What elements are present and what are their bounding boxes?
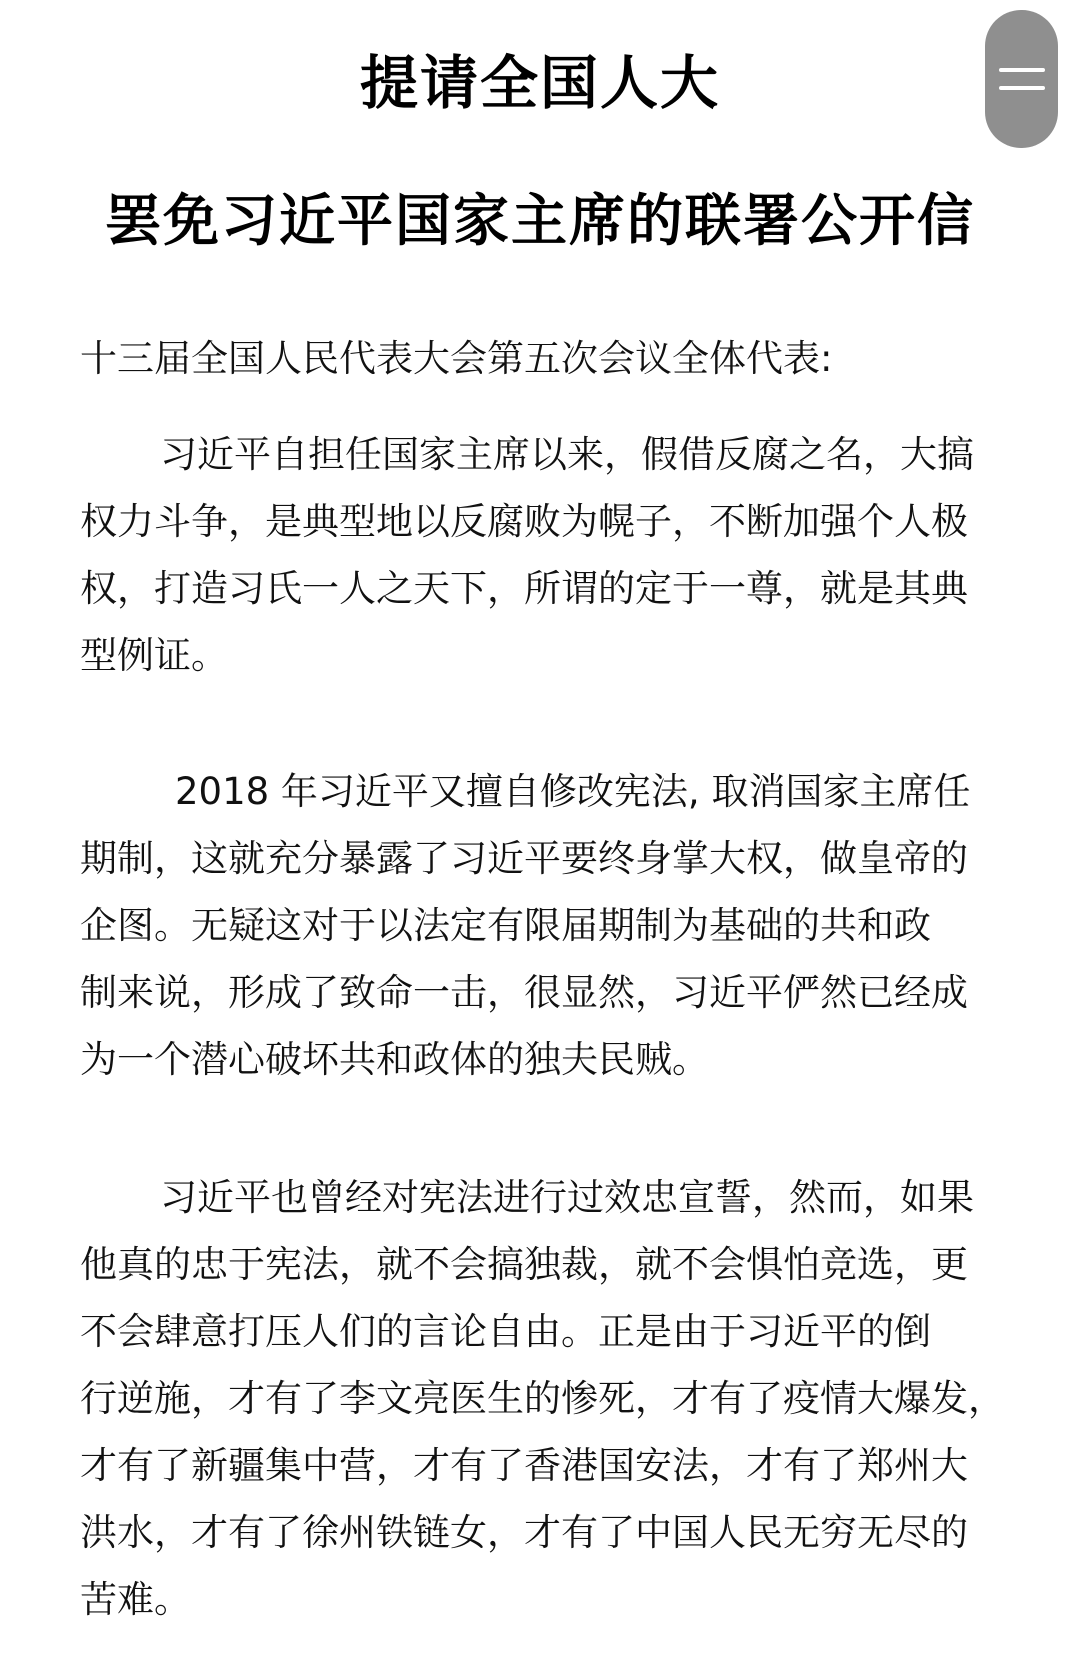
paragraph-line: 才有了新疆集中营，才有了香港国安法，才有了郑州大 bbox=[80, 1444, 968, 1487]
page-title-line-2: 罢免习近平国家主席的联署公开信 bbox=[105, 189, 975, 254]
paragraph-line: 洪水，才有了徐州铁链女，才有了中国人民无穷无尽的 bbox=[80, 1511, 968, 1554]
paragraph-line: 习近平自担任国家主席以来，假借反腐之名，大搞 bbox=[160, 433, 974, 476]
paragraph-line: 他真的忠于宪法，就不会搞独裁，就不会惧怕竞选，更 bbox=[80, 1243, 968, 1286]
page-title-line-1: 提请全国人大 bbox=[359, 49, 720, 117]
paragraph-line: 为一个潜心破坏共和政体的独夫民贼。 bbox=[80, 1038, 709, 1081]
paragraph-line: 制来说，形成了致命一击，很显然，习近平俨然已经成 bbox=[80, 971, 968, 1014]
paragraph-line: 苦难。 bbox=[80, 1578, 191, 1621]
salutation: 十三届全国人民代表大会第五次会议全体代表: bbox=[80, 337, 833, 380]
paragraph-line: 期制，这就充分暴露了习近平要终身掌大权，做皇帝的 bbox=[80, 837, 968, 880]
paragraph-line: 权力斗争，是典型地以反腐败为幌子，不断加强个人极 bbox=[80, 500, 968, 543]
paragraph-line: 2018 年习近平又擅自修改宪法, 取消国家主席任 bbox=[175, 770, 971, 813]
paragraph-line: 企图。无疑这对于以法定有限届期制为基础的共和政 bbox=[80, 904, 931, 947]
paragraph-line: 习近平也曾经对宪法进行过效忠宣誓，然而，如果 bbox=[160, 1176, 974, 1219]
paragraph-line: 权，打造习氏一人之天下，所谓的定于一尊，就是其典 bbox=[80, 567, 968, 610]
paragraph-line: 行逆施，才有了李文亮医生的惨死，才有了疫情大爆发， bbox=[80, 1377, 1005, 1420]
paragraph-2 bbox=[80, 758, 1000, 1093]
paragraph-3 bbox=[80, 1164, 1005, 1633]
paragraph-line: 型例证。 bbox=[80, 634, 228, 677]
paragraph-1 bbox=[80, 421, 1000, 689]
paragraph-line: 不会肆意打压人们的言论自由。正是由于习近平的倒 bbox=[80, 1310, 931, 1353]
